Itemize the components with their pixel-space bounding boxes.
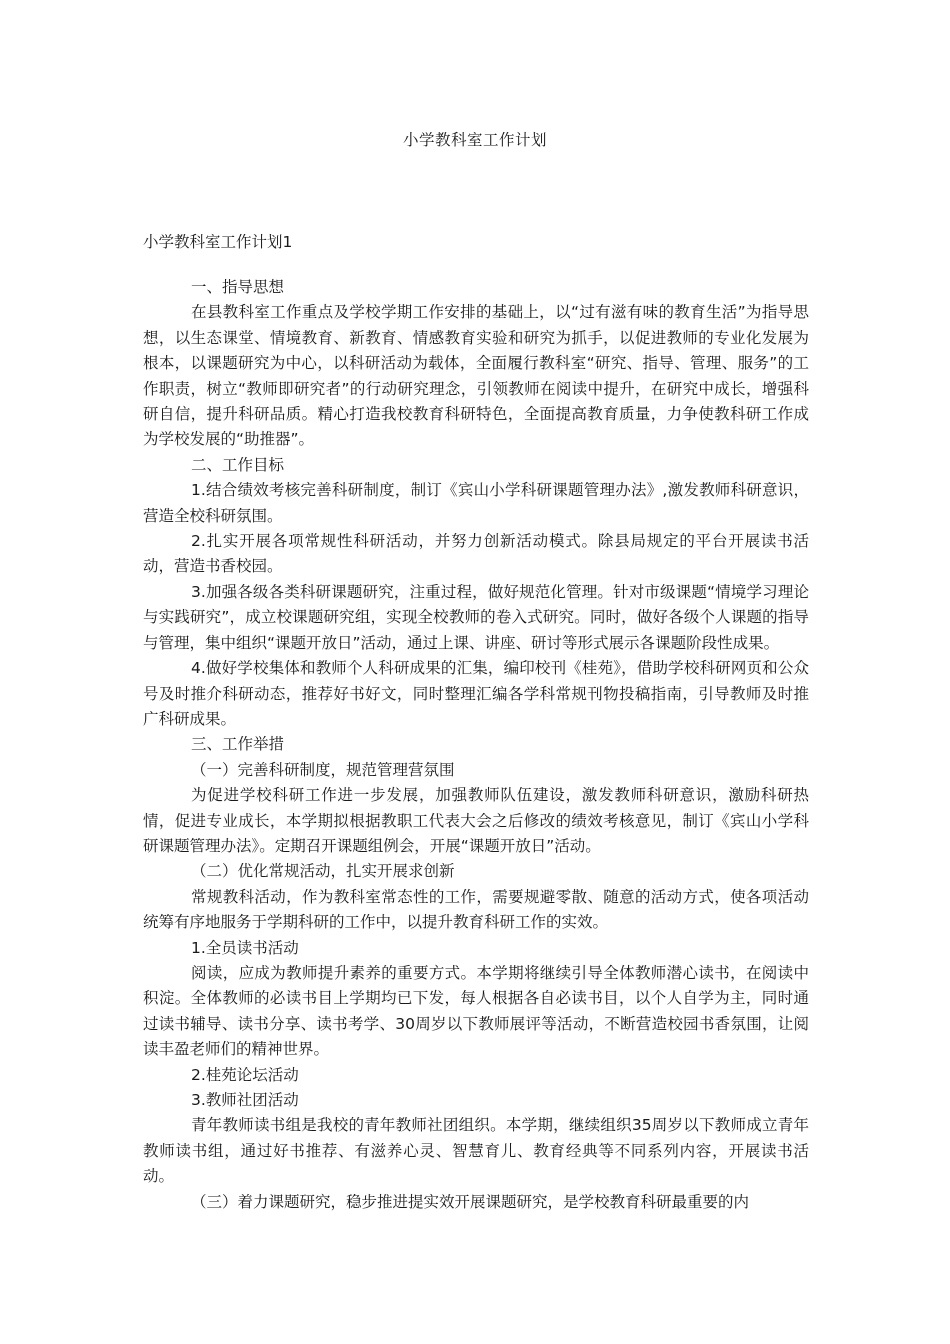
- subsection-heading: （一）完善科研制度，规范管理营氛围: [191, 760, 455, 779]
- item-heading: 1.全员读书活动: [191, 938, 299, 957]
- section-heading: 一、指导思想: [191, 278, 285, 296]
- goal-item: 3.加强各级各类科研课题研究，注重过程，做好规范化管理。针对市级课题“情境学习理论与实践研究”，成立校课题研究组，实现全校教师的卷入式研究。同时，做好各级个人课题的指导与管理，集中组织“课题开放日”活动，通过上课、讲座、研讨等形式展示各课题阶段性成果。: [143, 582, 809, 652]
- goal-item: 1.结合绩效考核完善科研制度，制订《宾山小学科研课题管理办法》,激发教师科研意识，营造全校科研氛围。: [143, 481, 809, 525]
- body-paragraph: 阅读，应成为教师提升素养的重要方式。本学期将继续引导全体教师潜心读书，在阅读中积淀。全体教师的必读书目上学期均已下发，每人根据各自必读书目，以个人自学为主，同时通过读书辅导、读书分享、读书考学、30周岁以下教师展评等活动，不断营造校园书香氛围，让阅读丰盈老师们的精神世界。: [143, 963, 809, 1059]
- document-subtitle: 小学教科室工作计划1: [143, 233, 293, 251]
- section-heading: 三、工作举措: [191, 735, 285, 754]
- subsection-heading: （二）优化常规活动，扎实开展求创新: [191, 862, 455, 881]
- item-heading: 3.教师社团活动: [191, 1091, 299, 1109]
- goal-item: 2.扎实开展各项常规性科研活动，并努力创新活动模式。除县局规定的平台开展读书活动，营造书香校园。: [143, 532, 809, 576]
- body-paragraph: 在县教科室工作重点及学校学期工作安排的基础上，以“过有滋有味的教育生活”为指导思想，以生态课堂、情境教育、新教育、情感教育实验和研究为抓手，以促进教师的专业化发展为根本，以课题研究为中心，以科研活动为载体，全面履行教科室“研究、指导、管理、服务”的工作职责，树立“教师即研究者”的行动研究理念，引领教师在阅读中提升，在研究中成长，增强科研自信，提升科研品质。精心打造我校教育科研特色，全面提高教育质量，力争使教科研工作成为学校发展的“助推器”。: [143, 303, 809, 449]
- goal-item: 4.做好学校集体和教师个人科研成果的汇集，编印校刊《桂苑》，借助学校科研网页和公众号及时推介科研动态，推荐好书好文，同时整理汇编各学科常规刊物投稿指南，引导教师及时推广科研成果。: [143, 659, 809, 728]
- item-heading: 2.桂苑论坛活动: [191, 1065, 299, 1084]
- section-heading: 二、工作目标: [191, 455, 285, 474]
- document-body: [143, 275, 809, 1215]
- subsection-heading: （三）着力课题研究，稳步推进提实效开展课题研究，是学校教育科研最重要的内: [191, 1192, 750, 1211]
- document-title: 小学教科室工作计划: [402, 131, 547, 149]
- body-paragraph: 常规教科活动，作为教科室常态性的工作，需要规避零散、随意的活动方式，使各项活动统筹有序地服务于学期科研的工作中，以提升教育科研工作的实效。: [143, 887, 809, 932]
- body-paragraph: 青年教师读书组是我校的青年教师社团组织。本学期，继续组织35周岁以下教师成立青年教师读书组，通过好书推荐、有滋养心灵、智慧育儿、教育经典等不同系列内容，开展读书活动。: [143, 1116, 809, 1186]
- body-paragraph: 为促进学校科研工作进一步发展，加强教师队伍建设，激发教师科研意识，激励科研热情，促进专业成长，本学期拟根据教职工代表大会之后修改的绩效考核意见，制订《宾山小学科研课题管理办法》。定期召开课题组例会，开展“课题开放日”活动。: [143, 786, 809, 855]
